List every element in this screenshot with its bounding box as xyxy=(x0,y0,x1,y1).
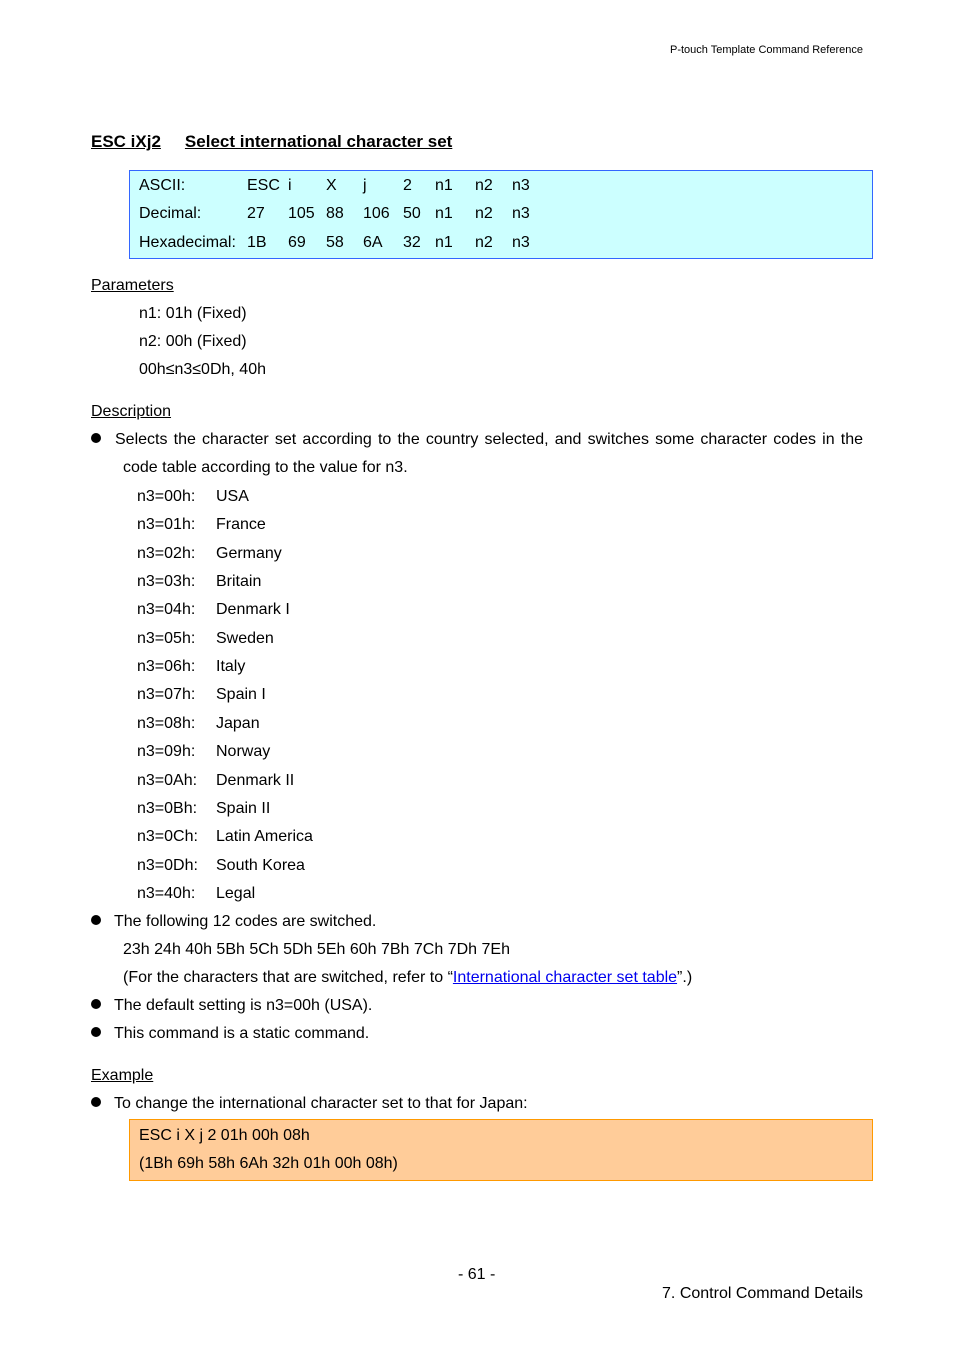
command-row xyxy=(130,177,872,199)
country-name: France xyxy=(216,516,266,533)
command-table xyxy=(129,170,873,259)
country-name: Japan xyxy=(216,715,260,732)
bullet-icon xyxy=(91,1025,369,1043)
country-name: Legal xyxy=(216,885,256,902)
country-name: South Korea xyxy=(216,857,305,874)
example-box xyxy=(129,1119,873,1181)
command-row-label: Decimal: xyxy=(139,205,202,222)
country-name: Spain I xyxy=(216,686,266,703)
code-value: n3=04h: xyxy=(137,601,196,618)
command-row-label: ASCII: xyxy=(139,177,186,194)
code-value: n3=02h: xyxy=(137,545,196,562)
example-heading: Example xyxy=(91,1067,154,1084)
command-cell: 50 xyxy=(403,205,421,222)
command-cell: X xyxy=(326,177,337,194)
country-name: Britain xyxy=(216,573,262,590)
example-intro: To change the international character set to that for Japan: xyxy=(114,1095,528,1112)
description-text: Selects the character set according to the country selected, and switches some character codes in the xyxy=(115,431,863,448)
switched-codes: 23h 24h 40h 5Bh 5Ch 5Dh 5Eh 60h 7Bh 7Ch 7Dh 7Eh xyxy=(123,941,510,958)
code-value: n3=08h: xyxy=(137,715,196,732)
chapter-footer: 7. Control Command Details xyxy=(662,1285,863,1302)
bullet-icon xyxy=(91,913,376,931)
command-cell: 27 xyxy=(247,205,265,222)
code-value: n3=40h: xyxy=(137,885,196,902)
bullet-icon xyxy=(91,997,372,1015)
command-cell: n3 xyxy=(512,177,530,194)
country-name: USA xyxy=(216,488,249,505)
command-row xyxy=(130,205,872,227)
country-name: Germany xyxy=(216,545,282,562)
code-value: n3=0Dh: xyxy=(137,857,198,874)
running-header: P-touch Template Command Reference xyxy=(669,44,863,56)
parameter-item: n1: 01h (Fixed) xyxy=(139,305,247,322)
code-value: n3=0Bh: xyxy=(137,800,198,817)
command-cell: n2 xyxy=(475,205,493,222)
command-cell: 69 xyxy=(288,234,306,251)
parameters-heading: Parameters xyxy=(91,277,174,294)
code-value: n3=06h: xyxy=(137,658,196,675)
country-name: Spain II xyxy=(216,800,271,817)
parameter-item: n2: 00h (Fixed) xyxy=(139,333,247,350)
command-cell: n1 xyxy=(435,177,453,194)
code-value: n3=00h: xyxy=(137,488,196,505)
command-cell: n3 xyxy=(512,234,530,251)
command-cell: 106 xyxy=(363,205,390,222)
country-name: Denmark I xyxy=(216,601,290,618)
reference-prefix: (For the characters that are switched, refer to “ xyxy=(123,969,453,986)
command-cell: 1B xyxy=(247,234,267,251)
bullet-icon xyxy=(91,431,114,449)
section-title xyxy=(91,132,452,152)
reference-suffix: ”.) xyxy=(677,969,693,986)
default-setting-text: The default setting is n3=00h (USA). xyxy=(114,997,373,1014)
command-description: Select international character set xyxy=(184,132,453,151)
example-hex: (1Bh 69h 58h 6Ah 32h 01h 00h 08h) xyxy=(139,1155,398,1172)
command-cell: 105 xyxy=(288,205,315,222)
command-cell: 58 xyxy=(326,234,344,251)
code-value: n3=0Ch: xyxy=(137,828,198,845)
country-name: Norway xyxy=(216,743,271,760)
static-command-text: This command is a static command. xyxy=(114,1025,370,1042)
command-cell: n1 xyxy=(435,205,453,222)
command-row xyxy=(130,234,872,256)
reference-note xyxy=(123,969,692,987)
code-value: n3=0Ah: xyxy=(137,772,198,789)
code-value: n3=09h: xyxy=(137,743,196,760)
command-cell: n3 xyxy=(512,205,530,222)
switched-intro: The following 12 codes are switched. xyxy=(114,913,377,930)
description-text: code table according to the value for n3. xyxy=(123,459,408,476)
code-value: n3=03h: xyxy=(137,573,196,590)
command-cell: 88 xyxy=(326,205,344,222)
country-name: Sweden xyxy=(216,630,274,647)
command-cell: n2 xyxy=(475,234,493,251)
page-number: - 61 - xyxy=(458,1266,496,1283)
command-cell: i xyxy=(288,177,292,194)
example-ascii: ESC i X j 2 01h 00h 08h xyxy=(139,1127,310,1144)
parameter-item: 00h≤n3≤0Dh, 40h xyxy=(139,361,266,378)
description-heading: Description xyxy=(91,403,172,420)
code-value: n3=07h: xyxy=(137,686,196,703)
command-cell: 6A xyxy=(363,234,383,251)
bullet-icon xyxy=(91,1095,528,1113)
command-cell: n2 xyxy=(475,177,493,194)
command-row-label: Hexadecimal: xyxy=(139,234,236,251)
command-cell: 2 xyxy=(403,177,412,194)
command-cell: n1 xyxy=(435,234,453,251)
charset-table-link[interactable]: International character set table xyxy=(452,969,678,986)
command-cell: j xyxy=(363,177,367,194)
command-name: ESC iXj2 xyxy=(91,132,161,151)
country-name: Denmark II xyxy=(216,772,295,789)
command-cell: ESC xyxy=(247,177,280,194)
command-cell: 32 xyxy=(403,234,421,251)
country-name: Latin America xyxy=(216,828,313,845)
country-name: Italy xyxy=(216,658,246,675)
code-value: n3=05h: xyxy=(137,630,196,647)
code-value: n3=01h: xyxy=(137,516,196,533)
